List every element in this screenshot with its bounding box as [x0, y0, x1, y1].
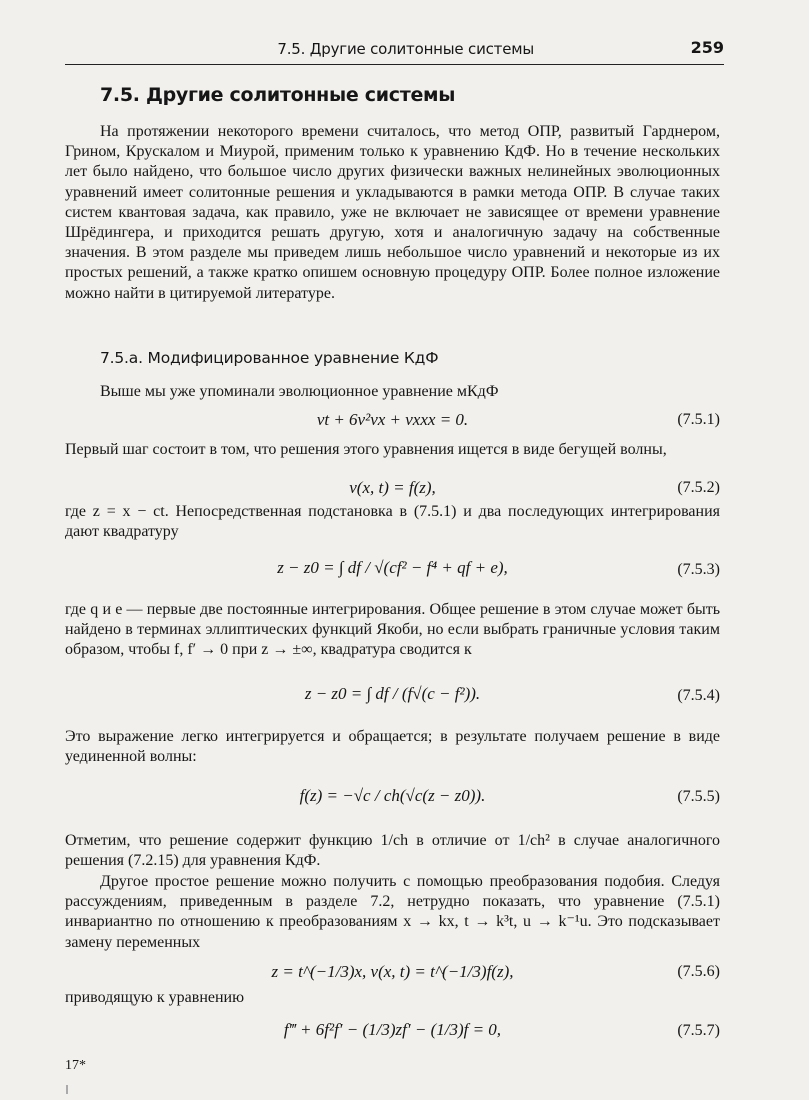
- equation-body: f(z) = −√c / ch(√c(z − z0)).: [299, 786, 486, 805]
- equation-number: (7.5.1): [677, 411, 720, 428]
- paragraph-3: где z = x − ct. Непосредственная подстановка в (7.5.1) и два последующих интегрирования дают квадратуру: [65, 503, 720, 541]
- section-title: 7.5. Другие солитонные системы: [100, 84, 456, 106]
- equation-7-5-5: [65, 776, 720, 820]
- equation-body: f‴ + 6f²f′ − (1/3)zf′ − (1/3)f = 0,: [283, 1020, 502, 1039]
- equation-7-5-3: [65, 552, 720, 596]
- paragraph-8: приводящую к уравнению: [65, 989, 245, 1006]
- equation-7-5-4: [65, 676, 720, 720]
- equation-7-5-6: [65, 960, 720, 990]
- running-header: [65, 38, 724, 65]
- paragraph-5: Это выражение легко интегрируется и обращается; в результате получаем решение в виде уединенной волны:: [65, 728, 720, 766]
- paragraph-4: где q и e — первые две постоянные интегрирования. Общее решение в этом случае может быть найдено в терминах эллиптических функций Якоби, но если выбрать граничные условия таким образом, чтобы f, f′ → 0 при z → ±∞, квадратура сводится к: [65, 601, 720, 659]
- signature-mark: 17*: [65, 1058, 86, 1073]
- equation-number: (7.5.2): [677, 479, 720, 496]
- equation-body: v(x, t) = f(z),: [349, 478, 436, 497]
- scan-speck: [66, 1085, 68, 1094]
- subsection-title: 7.5.а. Модифицированное уравнение КдФ: [100, 349, 439, 367]
- equation-number: (7.5.7): [677, 1022, 720, 1039]
- paragraph-6: Отметим, что решение содержит функцию 1/ch в отличие от 1/ch² в случае аналогичного решения (7.2.15) для уравнения КдФ.: [65, 832, 720, 870]
- equation-body: z − z0 = ∫ df / √(cf² − f⁴ + qf + e),: [277, 558, 508, 577]
- intro-paragraph: На протяжении некоторого времени считалось, что метод ОПР, развитый Гарднером, Грином, Крускалом и Миурой, применим только к уравнению КдФ. Но в течение нескольких лет было найдено, что большое число других физически важных нелинейных эволюционных уравнений имеет солитонные решения и укладываются в рамки метода ОПР. В случае таких систем квантовая задача, как правило, уже не включает не зависящее от времени уравнение Шрёдингера, и приходится решать другую, хотя и аналогичную задачу на собственные значения. В этом разделе мы приведем лишь небольшое число уравнений и некоторые из их простых решений, а также кратко опишем основную процедуру ОПР. Более полное изложение можно найти в цитируемой литературе.: [65, 123, 720, 302]
- paragraph-1: Выше мы уже упоминали эволюционное уравнение мКдФ: [100, 383, 499, 400]
- page-number: 259: [690, 38, 724, 57]
- paragraph-7: Другое простое решение можно получить с помощью преобразования подобия. Следуя рассуждениям, приведенным в разделе 7.2, нетрудно показать, что уравнение (7.5.1) инвариантно по отношению к преобразованиям x → kx, t → k³t, u → k⁻¹u. Это подсказывает замену переменных: [65, 873, 720, 951]
- equation-body: z − z0 = ∫ df / (f√(c − f²)).: [304, 684, 481, 703]
- equation-body: vt + 6v²vx + vxxx = 0.: [316, 410, 469, 429]
- equation-number: (7.5.5): [677, 788, 720, 805]
- running-title: 7.5. Другие солитонные системы: [277, 40, 534, 58]
- equation-number: (7.5.4): [677, 687, 720, 704]
- paragraph-2: Первый шаг состоит в том, что решения этого уравнения ищется в виде бегущей волны,: [65, 441, 667, 458]
- equation-body: z = t^(−1/3)x, v(x, t) = t^(−1/3)f(z),: [271, 962, 514, 981]
- equation-7-5-1: [65, 408, 720, 438]
- equation-number: (7.5.6): [677, 963, 720, 980]
- equation-number: (7.5.3): [677, 561, 720, 578]
- equation-7-5-7: [65, 1014, 720, 1054]
